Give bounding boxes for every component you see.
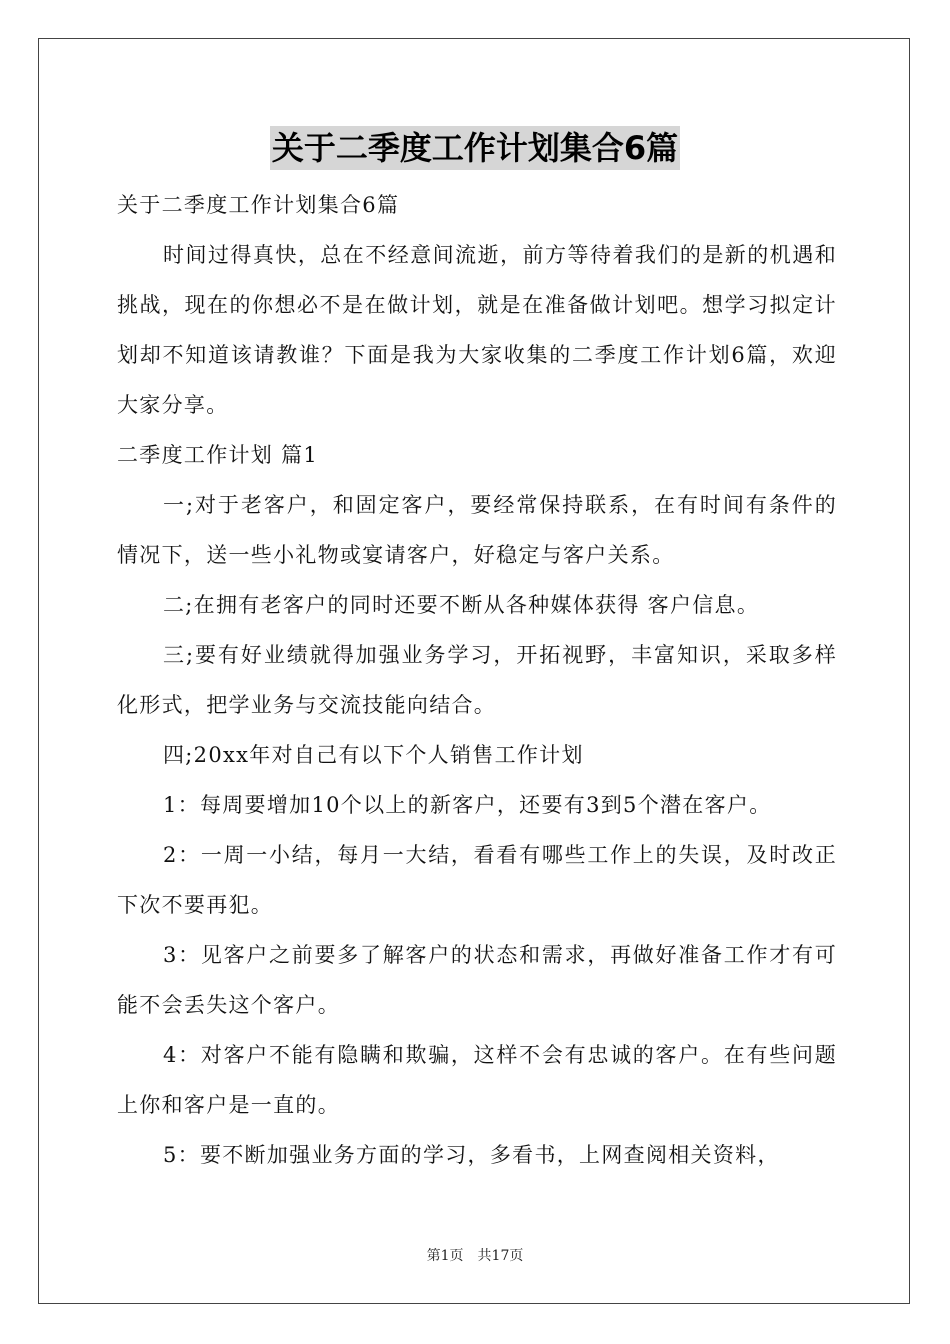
page-footer: [0, 1246, 950, 1266]
list-item-5: 5：要不断加强业务方面的学习，多看书，上网查阅相关资料，: [163, 1143, 780, 1167]
paragraph-4: 四;20xx年对自己有以下个人销售工作计划: [163, 743, 584, 767]
section-heading: 二季度工作计划 篇1: [117, 443, 319, 467]
list-item-4: 4：对客户不能有隐瞒和欺骗，这样不会有忠诚的客户。在有些问题上你和客户是一直的。: [117, 1043, 837, 1117]
page-number: 第1页: [426, 1248, 464, 1264]
list-item-3: 3：见客户之前要多了解客户的状态和需求，再做好准备工作才有可能不会丢失这个客户。: [117, 943, 837, 1017]
paragraph-1: 一;对于老客户，和固定客户，要经常保持联系，在有时间有条件的情况下，送一些小礼物或宴请客户，好稳定与客户关系。: [117, 493, 837, 567]
title-container: [0, 126, 950, 170]
list-item-1: 1：每周要增加10个以上的新客户，还要有3到5个潜在客户。: [163, 793, 772, 817]
page-total: 共17页: [477, 1248, 524, 1264]
intro-paragraph: 时间过得真快，总在不经意间流逝，前方等待着我们的是新的机遇和挑战，现在的你想必不是在做计划，就是在准备做计划吧。想学习拟定计划却不知道该请教谁？下面是我为大家收集的二季度工作计划6篇，欢迎大家分享。: [117, 243, 837, 417]
paragraph-2: 二;在拥有老客户的同时还要不断从各种媒体获得 客户信息。: [163, 593, 760, 617]
document-subtitle: 关于二季度工作计划集合6篇: [117, 193, 400, 217]
document-title: 关于二季度工作计划集合6篇: [270, 126, 680, 170]
list-item-2: 2：一周一小结，每月一大结，看看有哪些工作上的失误，及时改正下次不要再犯。: [117, 843, 837, 917]
paragraph-3: 三;要有好业绩就得加强业务学习，开拓视野，丰富知识，采取多样化形式，把学业务与交流技能向结合。: [117, 643, 837, 717]
document-body: [117, 180, 837, 1180]
